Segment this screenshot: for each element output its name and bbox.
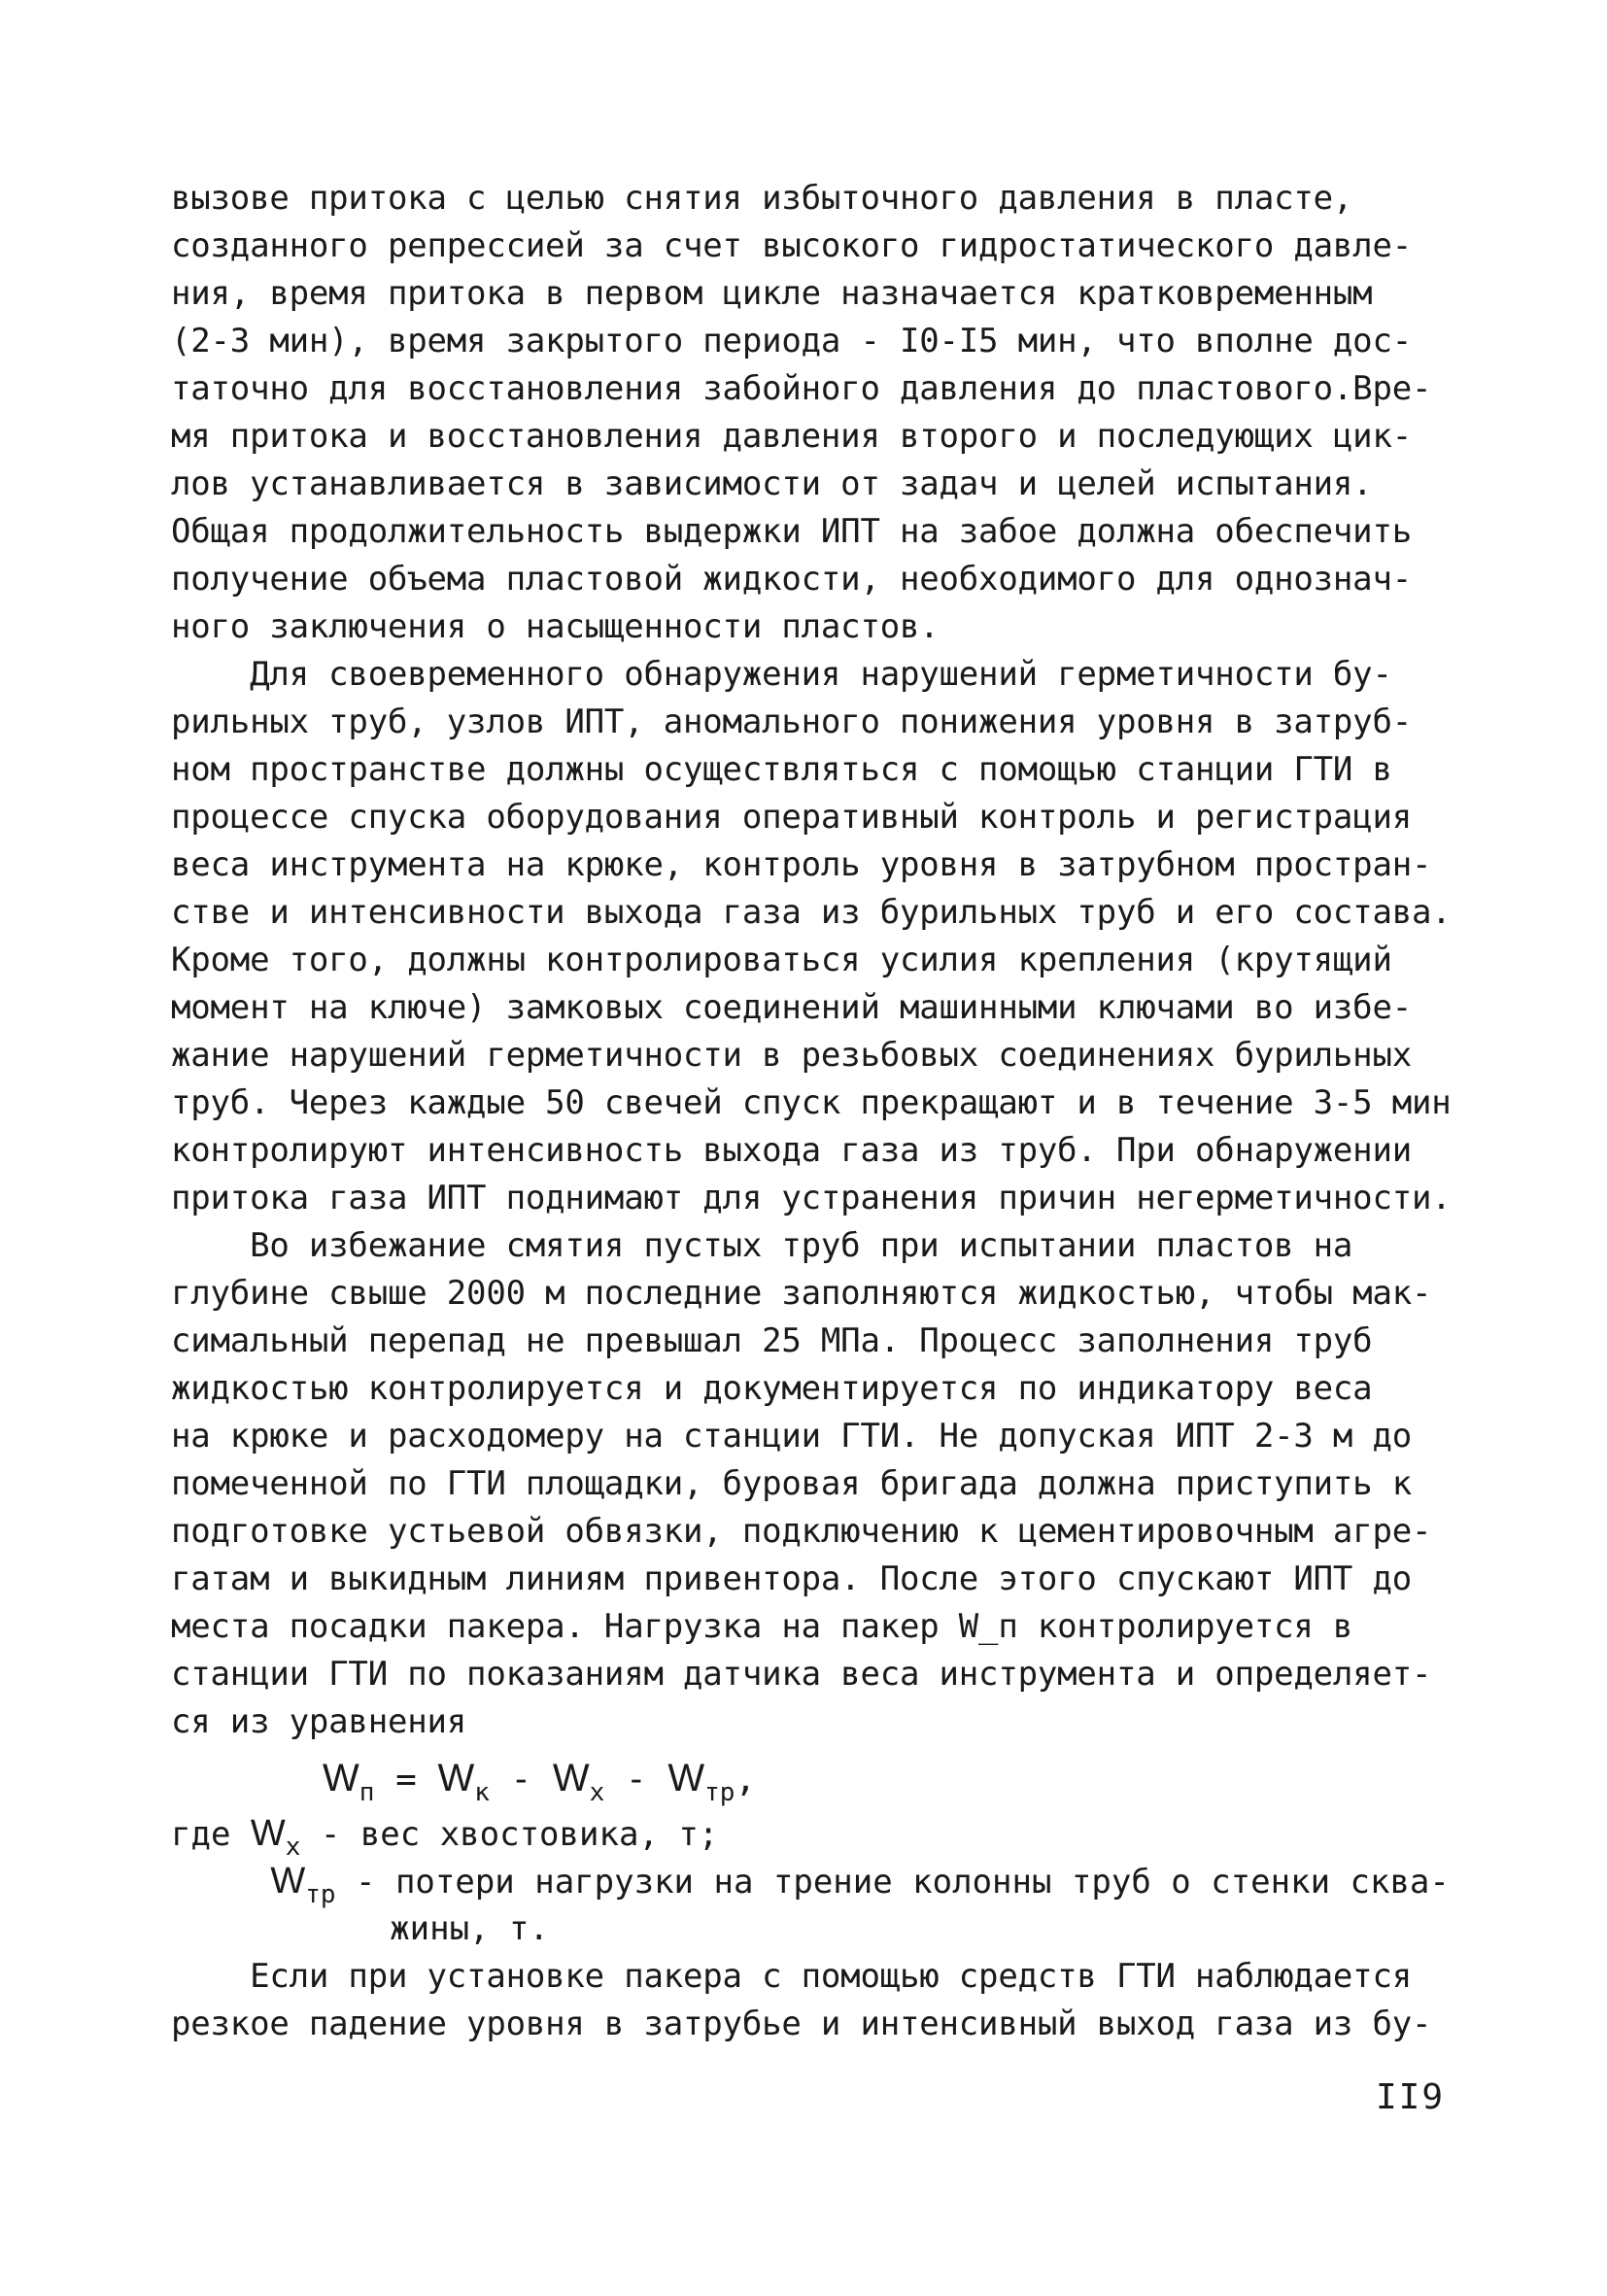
text-line: контролируют интенсивность выхода газа из труб. При обнаружении <box>171 1131 1412 1170</box>
paragraph-3 <box>171 1222 1444 1746</box>
definition-prefix: где <box>171 1815 251 1854</box>
formula-operator: - <box>604 1760 668 1799</box>
equation <box>171 1746 1444 1810</box>
definition-subscript: тр <box>305 1880 336 1909</box>
text-line: места посадки пакера. Нагрузка на пакер W_п контролируется в <box>171 1607 1353 1646</box>
text-line: труб. Через каждые 50 свечей спуск прекращают и в течение 3-5 мин <box>171 1083 1452 1122</box>
paragraph-4 <box>171 1953 1444 2048</box>
text-line: (2-3 мин), время закрытого периода - I0-I5 мин, что вполне дос- <box>171 322 1412 360</box>
text-line: Кроме того, должны контролироваться усилия крепления (крутящий <box>171 941 1392 979</box>
formula-operator: = <box>374 1760 438 1799</box>
text-line: ного заключения о насыщенности пластов. <box>171 607 940 646</box>
text-line: вызове притока с целью снятия избыточного давления в пласте, <box>171 179 1353 218</box>
text-line: ния, время притока в первом цикле назначается кратковременным <box>171 274 1373 313</box>
definition-subscript: х <box>285 1833 301 1862</box>
text-line: притока газа ИПТ поднимают для устранения причин негерметичности. <box>171 1179 1452 1217</box>
text-line: момент на ключе) замковых соединений машинными ключами во избе- <box>171 988 1412 1027</box>
formula-symbol: W <box>437 1757 475 1799</box>
definition-symbol: W <box>250 1813 286 1854</box>
text-line: жание нарушений герметичности в резьбовых соединениях бурильных <box>171 1036 1412 1075</box>
formula-subscript: тр <box>704 1778 735 1807</box>
formula-operator: - <box>489 1760 553 1799</box>
text-line: рильных труб, узлов ИПТ, аномального понижения уровня в затруб- <box>171 703 1412 741</box>
definition-line <box>171 1858 1450 1909</box>
paragraph-2 <box>171 651 1452 1222</box>
definition-symbol: W <box>270 1861 306 1902</box>
text-line: таточно для восстановления забойного давления до пластового.Вре- <box>171 369 1432 408</box>
text-line: помеченной по ГТИ площадки, буровая бригада должна приступить к <box>171 1464 1412 1503</box>
formula-symbol: W <box>323 1757 359 1799</box>
text-line: получение объема пластовой жидкости, необходимого для однознач- <box>171 560 1412 599</box>
main-text <box>171 175 1452 2048</box>
text-line: Для своевременного обнаружения нарушений герметичности бу- <box>171 655 1392 694</box>
text-line: Если при установке пакера с помощью средств ГТИ наблюдается <box>171 1957 1412 1996</box>
definition-text: - вес хвостовика, т; <box>300 1815 719 1854</box>
text-line: подготовке устьевой обвязки, подключению к цементировочным агре- <box>171 1512 1432 1551</box>
definition-line <box>171 1810 1444 1862</box>
text-line: процессе спуска оборудования оперативный контроль и регистрация <box>171 798 1412 837</box>
text-line: гатам и выкидным линиям привентора. После этого спускают ИПТ до <box>171 1559 1412 1598</box>
formula-symbol: W <box>552 1757 590 1799</box>
text-line: станции ГТИ по показаниям датчика веса инструмента и определяет- <box>171 1655 1432 1694</box>
definition-prefix <box>171 1863 270 1902</box>
paragraph-1 <box>171 175 1444 651</box>
formula-subscript: п <box>359 1778 375 1807</box>
formula-subscript: х <box>589 1778 605 1807</box>
text-line: мя притока и восстановления давления второго и последующих цик- <box>171 417 1412 456</box>
text-line: на крюке и расходомеру на станции ГТИ. Не допуская ИПТ 2-3 м до <box>171 1417 1412 1456</box>
page-number: II9 <box>1376 2077 1446 2117</box>
formula-punctuation: , <box>735 1760 757 1799</box>
text-line: веса инструмента на крюке, контроль уровня в затрубном простран- <box>171 845 1432 884</box>
definition-line: жины, т. <box>171 1909 549 1948</box>
text-line: Во избежание смятия пустых труб при испытании пластов на <box>171 1226 1353 1265</box>
text-line: стве и интенсивности выхода газа из бурильных труб и его состава. <box>171 893 1452 932</box>
text-line: Общая продолжительность выдержки ИПТ на забое должна обеспечить <box>171 512 1412 551</box>
text-line: жидкостью контролируется и документируется по индикатору веса <box>171 1369 1373 1408</box>
text-line: ном пространстве должны осуществляться с помощью станции ГТИ в <box>171 750 1392 789</box>
text-line: лов устанавливается в зависимости от задач и целей испытания. <box>171 464 1373 503</box>
text-line: глубине свыше 2000 м последние заполняются жидкостью, чтобы мак- <box>171 1274 1432 1313</box>
text-line: ся из уравнения <box>171 1702 467 1741</box>
text-line: созданного репрессией за счет высокого гидростатического давле- <box>171 226 1412 265</box>
text-line: резкое падение уровня в затрубье и интенсивный выход газа из бу- <box>171 2005 1432 2043</box>
formula-subscript: к <box>474 1778 490 1807</box>
formula-symbol: W <box>667 1757 705 1799</box>
variable-definitions <box>171 1810 1450 1953</box>
definition-text: - потери нагрузки на трение колонны труб о стенки сква- <box>335 1863 1450 1902</box>
text-line: симальный перепад не превышал 25 МПа. Процесс заполнения труб <box>171 1321 1373 1360</box>
